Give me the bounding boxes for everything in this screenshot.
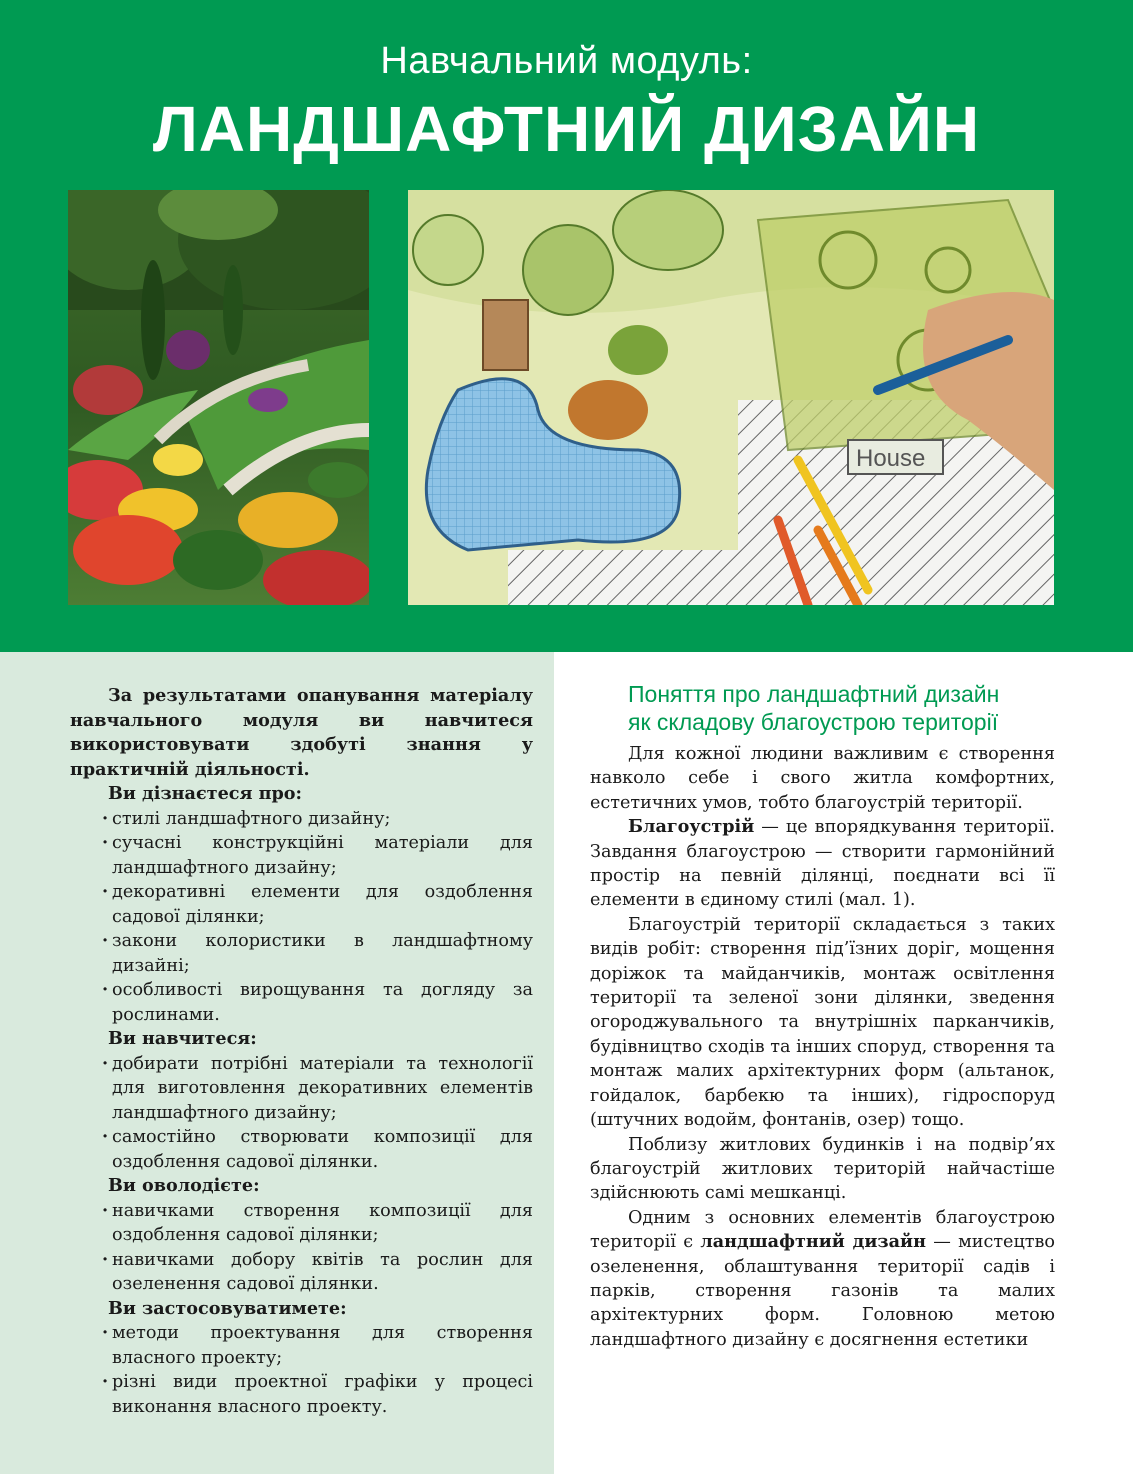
paragraph-2-text: — це впорядкування території. Завдання благоустрою — створити гармонійний простір на певній ділянці, поєднати всі її елементи в єдиному стилі (мал. 1). bbox=[590, 817, 1055, 911]
paragraph-5 bbox=[590, 1206, 1055, 1352]
list-item: · стилі ландшафтного дизайну; bbox=[112, 807, 533, 832]
module-title: ЛАНДШАФТНИЙ ДИЗАЙН bbox=[152, 93, 981, 165]
landscape-plan-drawing bbox=[408, 190, 1054, 605]
learning-goals-text bbox=[70, 684, 533, 1419]
list-item: · різні види проектної графіки у процесі виконання власного проекту. bbox=[112, 1370, 533, 1419]
garden-photo bbox=[68, 190, 369, 605]
list-item: · особливості вирощування та догляду за рослинами. bbox=[112, 978, 533, 1027]
header-banner bbox=[0, 0, 1133, 652]
paragraph-4: Поблизу житлових будинків і на подвір’ях благоустрій житлових територій найчастіше здійснюють самі мешканці. bbox=[590, 1134, 1055, 1204]
list-item: · самостійно створювати композиції для оздоблення садової ділянки. bbox=[112, 1125, 533, 1174]
goals-list-learn-about bbox=[70, 807, 533, 1028]
house-label: House bbox=[856, 445, 926, 472]
article-column bbox=[590, 680, 1055, 1352]
article-heading bbox=[628, 680, 1055, 736]
goals-list-master bbox=[70, 1199, 533, 1297]
list-item: · закони колористики в ландшафтному дизайні; bbox=[112, 929, 533, 978]
goals-heading-learn-to: Ви навчитеся: bbox=[108, 1028, 257, 1049]
paragraph-5-text: — мистецтво озеленення, облаштування території садів і парків, створення газонів та малих архітектурних форм. Головною метою ландшафтного дизайну є досягнення естетики bbox=[590, 1232, 1056, 1350]
paragraph-5-start: Одним з основних елементів благоустрою території є bbox=[590, 1207, 1055, 1253]
paragraph-3: Благоустрій території складається з таких видів робіт: створення під’їзних доріг, мощення доріжок та майданчиків, монтаж освітлення території та зеленої зони ділянки, зведення огороджувального та внутрішніх парканчиків, будівництво сходів та інших споруд, створення та монтаж малих архітектурних форм (альтанок, гойдалок, барбекю та інших), гідроспоруд (штучних водойм, фонтанів, озер) тощо. bbox=[590, 914, 1055, 1131]
article-heading-line-2: як складову благоустрою території bbox=[628, 709, 999, 735]
goals-list-apply bbox=[70, 1321, 533, 1419]
list-item: · декоративні елементи для оздоблення садової ділянки; bbox=[112, 880, 533, 929]
list-item: · навичками створення композиції для оздоблення садової ділянки; bbox=[112, 1199, 533, 1248]
list-item: · навичками добору квітів та рослин для озеленення садової ділянки. bbox=[112, 1248, 533, 1297]
module-subtitle: Навчальний модуль: bbox=[380, 40, 753, 82]
goals-heading-learn-about: Ви дізнаєтеся про: bbox=[108, 783, 303, 804]
list-item: · добирати потрібні матеріали та технології для виготовлення декоративних елементів ландшафтного дизайну; bbox=[112, 1052, 533, 1126]
goals-heading-apply: Ви застосовуватимете: bbox=[108, 1297, 347, 1319]
paragraph-1: Для кожної людини важливим є створення навколо себе і свого житла комфортних, естетичних умов, тобто благоустрій території. bbox=[590, 744, 1055, 813]
paragraph-2 bbox=[590, 815, 1055, 913]
goals-intro: За результатами опанування матеріалу навчального модуля ви навчитеся використовувати здобуті знання у практичній діяльності. bbox=[70, 685, 533, 780]
term-landscape-design: ландшафтний дизайн bbox=[700, 1231, 926, 1253]
goals-heading-master: Ви оволодієте: bbox=[108, 1175, 260, 1196]
term-blagoustriy: Благоустрій bbox=[628, 816, 755, 838]
article-heading-line-1: Поняття про ландшафтний дизайн bbox=[628, 681, 1000, 707]
list-item: · методи проектування для створення власного проекту; bbox=[112, 1321, 533, 1370]
goals-list-learn-to bbox=[70, 1052, 533, 1175]
list-item: · сучасні конструкційні матеріали для ландшафтного дизайну; bbox=[112, 831, 533, 880]
